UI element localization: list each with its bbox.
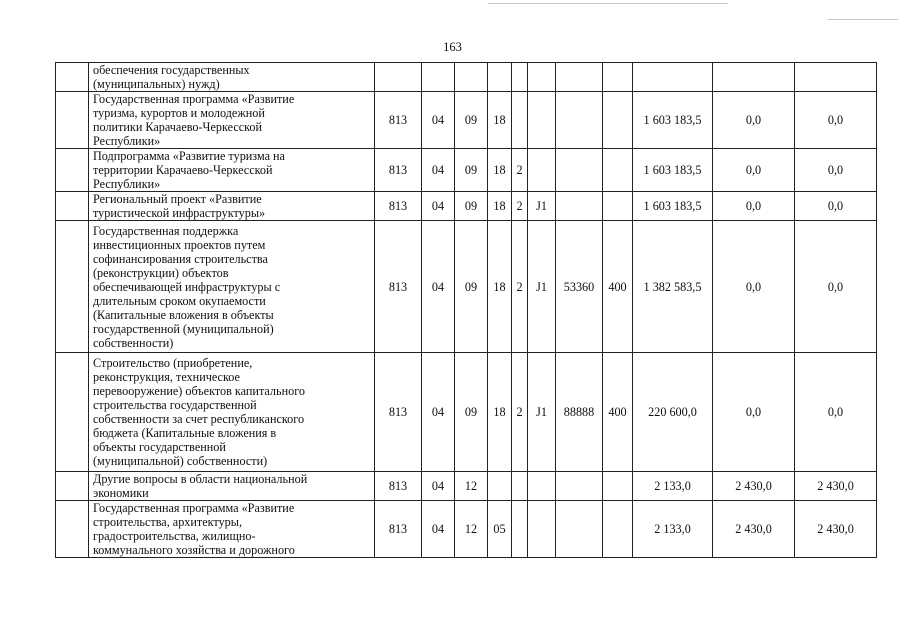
col-number-cell [56, 501, 89, 558]
row-name-cell [89, 149, 375, 192]
col-program-cell: 18 [488, 221, 512, 353]
table-row [56, 149, 877, 192]
col-amount-y2-cell: 2 430,0 [713, 501, 795, 558]
col-amount-y2-cell: 0,0 [713, 92, 795, 149]
row-name-line: коммунального хозяйства и дорожного [93, 543, 295, 557]
col-direction-cell [556, 63, 603, 92]
col-number-cell [56, 92, 89, 149]
col-amount-y1-cell: 1 382 583,5 [633, 221, 713, 353]
col-ministry-cell: 813 [375, 192, 422, 221]
row-name-cell [89, 92, 375, 149]
row-name-line: туризма, курортов и молодежной [93, 106, 265, 120]
col-subsection-cell: 12 [455, 501, 488, 558]
row-name-line: (Капитальные вложения в объекты [93, 307, 274, 322]
col-amount-y3-cell: 0,0 [795, 192, 877, 221]
col-subsection-cell: 09 [455, 192, 488, 221]
col-program-cell: 18 [488, 353, 512, 472]
col-number-cell [56, 472, 89, 501]
col-amount-y1-cell: 1 603 183,5 [633, 192, 713, 221]
col-subprogram-cell [512, 92, 528, 149]
col-amount-y1-cell: 2 133,0 [633, 472, 713, 501]
row-name-line: Строительство (приобретение, [93, 356, 253, 370]
row-name-line: территории Карачаево-Черкесской [93, 163, 273, 177]
row-name-line: бюджета (Капитальные вложения в [93, 426, 277, 440]
col-subsection-cell: 12 [455, 472, 488, 501]
col-section-cell [422, 63, 455, 92]
col-number-cell [56, 63, 89, 92]
col-expense-type-cell: 400 [603, 353, 633, 472]
col-program-cell: 18 [488, 149, 512, 192]
col-section-cell: 04 [422, 221, 455, 353]
col-amount-y2-cell: 0,0 [713, 149, 795, 192]
col-amount-y3-cell: 0,0 [795, 149, 877, 192]
table-row [56, 192, 877, 221]
col-expense-type-cell [603, 63, 633, 92]
table-row [56, 63, 877, 92]
table-row [56, 472, 877, 501]
row-name-line: перевооружение) объектов капитального [93, 384, 305, 398]
row-name-line: Государственная программа «Развитие [93, 501, 295, 515]
row-name-line: (реконструкции) объектов [93, 265, 229, 280]
col-project-cell [528, 63, 556, 92]
col-amount-y2-cell [713, 63, 795, 92]
row-name-line: Государственная поддержка [93, 223, 239, 238]
col-direction-cell: 88888 [556, 353, 603, 472]
col-project-cell [528, 472, 556, 501]
col-direction-cell [556, 192, 603, 221]
col-amount-y1-cell: 1 603 183,5 [633, 92, 713, 149]
col-amount-y2-cell: 2 430,0 [713, 472, 795, 501]
row-name-line: Республики» [93, 177, 161, 191]
col-amount-y1-cell: 220 600,0 [633, 353, 713, 472]
table-row [56, 92, 877, 149]
col-amount-y2-cell: 0,0 [713, 192, 795, 221]
row-name-line: строительства, архитектуры, [93, 515, 243, 529]
row-name-line: обеспечения государственных [93, 63, 250, 77]
col-ministry-cell: 813 [375, 221, 422, 353]
col-subsection-cell: 09 [455, 221, 488, 353]
col-ministry-cell: 813 [375, 149, 422, 192]
table-row [56, 221, 877, 353]
col-subprogram-cell: 2 [512, 192, 528, 221]
col-expense-type-cell [603, 472, 633, 501]
row-name-line: обеспечивающей инфраструктуры с [93, 279, 281, 294]
col-amount-y3-cell [795, 63, 877, 92]
row-name-line: Другие вопросы в области национальной [93, 472, 308, 486]
col-section-cell: 04 [422, 192, 455, 221]
row-name-line: собственности за счет республиканского [93, 412, 305, 426]
col-subsection-cell [455, 63, 488, 92]
col-program-cell: 18 [488, 92, 512, 149]
col-number-cell [56, 149, 89, 192]
table-body [56, 63, 877, 558]
col-amount-y3-cell: 2 430,0 [795, 472, 877, 501]
col-ministry-cell [375, 63, 422, 92]
row-name-line: Республики» [93, 134, 161, 148]
col-expense-type-cell: 400 [603, 221, 633, 353]
col-program-cell: 05 [488, 501, 512, 558]
col-program-cell [488, 63, 512, 92]
scan-artifact-line [488, 3, 728, 4]
row-name-cell [89, 353, 375, 472]
row-name-line: градостроительства, жилищно- [93, 529, 256, 543]
col-project-cell: J1 [528, 221, 556, 353]
col-number-cell [56, 192, 89, 221]
col-ministry-cell: 813 [375, 92, 422, 149]
col-amount-y3-cell: 0,0 [795, 92, 877, 149]
col-section-cell: 04 [422, 92, 455, 149]
col-ministry-cell: 813 [375, 353, 422, 472]
col-section-cell: 04 [422, 472, 455, 501]
col-direction-cell: 53360 [556, 221, 603, 353]
row-name-line: туристической инфраструктуры» [93, 206, 266, 220]
row-name-cell [89, 501, 375, 558]
row-name-line: софинансирования строительства [93, 251, 268, 266]
table-row [56, 501, 877, 558]
col-subprogram-cell [512, 63, 528, 92]
row-name-line: (муниципальной) собственности) [93, 454, 268, 468]
row-name-line: политики Карачаево-Черкесской [93, 120, 263, 134]
col-subsection-cell: 09 [455, 149, 488, 192]
row-name-cell [89, 472, 375, 501]
row-name-line: (муниципальных) нужд) [93, 77, 220, 91]
col-amount-y1-cell [633, 63, 713, 92]
col-subprogram-cell: 2 [512, 149, 528, 192]
col-amount-y3-cell: 0,0 [795, 221, 877, 353]
col-program-cell [488, 472, 512, 501]
col-subsection-cell: 09 [455, 353, 488, 472]
row-name-line: Региональный проект «Развитие [93, 192, 262, 206]
col-ministry-cell: 813 [375, 472, 422, 501]
scan-artifact-line [828, 19, 898, 20]
budget-table [55, 62, 877, 558]
col-number-cell [56, 221, 89, 353]
row-name-line: длительным сроком окупаемости [93, 293, 266, 308]
col-amount-y1-cell: 1 603 183,5 [633, 149, 713, 192]
col-section-cell: 04 [422, 149, 455, 192]
row-name-line: экономики [93, 486, 149, 500]
col-subprogram-cell: 2 [512, 221, 528, 353]
col-project-cell [528, 92, 556, 149]
row-name-line: собственности) [93, 335, 174, 350]
col-number-cell [56, 353, 89, 472]
col-project-cell [528, 149, 556, 192]
col-subprogram-cell [512, 472, 528, 501]
row-name-cell [89, 221, 375, 353]
col-project-cell [528, 501, 556, 558]
col-amount-y3-cell: 0,0 [795, 353, 877, 472]
col-project-cell: J1 [528, 192, 556, 221]
row-name-line: Государственная программа «Развитие [93, 92, 295, 106]
col-subprogram-cell [512, 501, 528, 558]
table-row [56, 353, 877, 472]
row-name-line: государственной (муниципальной) [93, 321, 274, 336]
col-expense-type-cell [603, 501, 633, 558]
row-name-cell [89, 63, 375, 92]
col-amount-y2-cell: 0,0 [713, 221, 795, 353]
col-direction-cell [556, 92, 603, 149]
row-name-line: объекты государственной [93, 440, 226, 454]
col-amount-y2-cell: 0,0 [713, 353, 795, 472]
col-direction-cell [556, 472, 603, 501]
col-program-cell: 18 [488, 192, 512, 221]
col-direction-cell [556, 149, 603, 192]
col-project-cell: J1 [528, 353, 556, 472]
col-subprogram-cell: 2 [512, 353, 528, 472]
row-name-line: строительства государственной [93, 398, 257, 412]
col-expense-type-cell [603, 92, 633, 149]
col-expense-type-cell [603, 149, 633, 192]
col-ministry-cell: 813 [375, 501, 422, 558]
col-subsection-cell: 09 [455, 92, 488, 149]
col-amount-y1-cell: 2 133,0 [633, 501, 713, 558]
row-name-line: Подпрограмма «Развитие туризма на [93, 149, 285, 163]
col-section-cell: 04 [422, 353, 455, 472]
row-name-line: реконструкция, техническое [93, 370, 240, 384]
col-expense-type-cell [603, 192, 633, 221]
page-number: 163 [443, 40, 462, 54]
col-section-cell: 04 [422, 501, 455, 558]
row-name-line: инвестиционных проектов путем [93, 237, 266, 252]
col-direction-cell [556, 501, 603, 558]
col-amount-y3-cell: 2 430,0 [795, 501, 877, 558]
row-name-cell [89, 192, 375, 221]
